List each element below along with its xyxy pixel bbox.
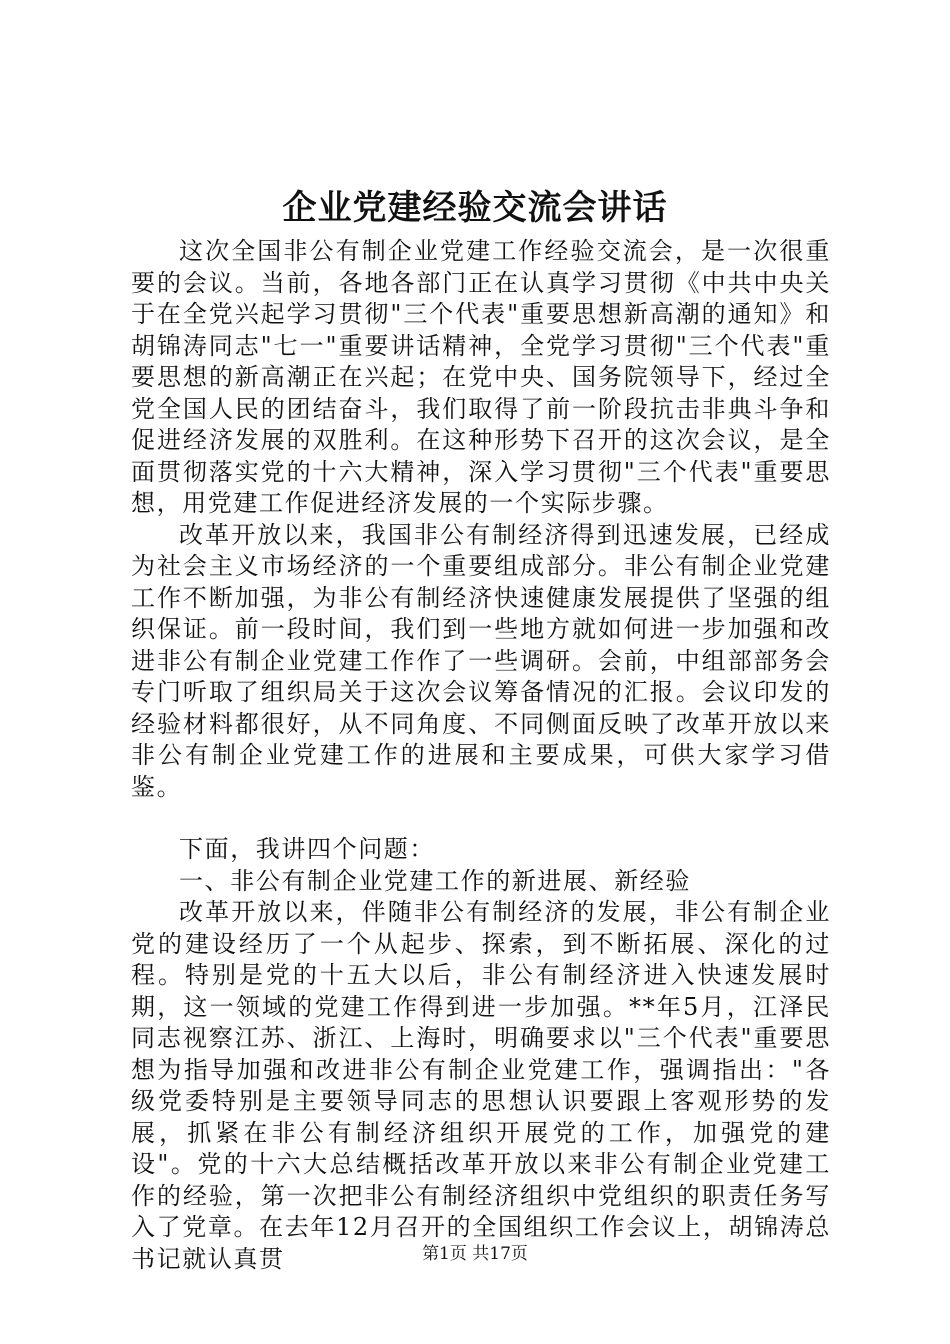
document-title: 企业党建经验交流会讲话 — [282, 188, 668, 228]
paragraph-intro: 这次全国非公有制企业党建工作经验交流会，是一次很重要的会议。当前，各地各部门正在认真学习贯彻《中共中央关于在全党兴起学习贯彻"三个代表"重要思想新高潮的通知》和胡锦涛同志"七一"重要讲话精神，全党学习贯彻"三个代表"重要思想的新高潮正在兴起；在党中央、国务院领导下，经过全党全国人民的团结奋斗，我们取得了前一阶段抗击非典斗争和促进经济发展的双胜利。在这种形势下召开的这次会议，是全面贯彻落实党的十六大精神，深入学习贯彻"三个代表"重要思想，用党建工作促进经济发展的一个实际步骤。 — [131, 237, 831, 517]
paragraph-section-1: 改革开放以来，伴随非公有制经济的发展，非公有制企业党的建设经历了一个从起步、探索，到不断拓展、深化的过程。特别是党的十五大以后，非公有制经济进入快速发展时期，这一领域的党建工作得到进一步加强。**年5月，江泽民同志视察江苏、浙江、上海时，明确要求以"三个代表"重要思想为指导加强和改进非公有制企业党建工作，强调指出："各级党委特别是主要领导同志的思想认识要跟上客观形势的发展，抓紧在非公有制经济组织开展党的工作，加强党的建设"。党的十六大总结概括改革开放以来非公有制企业党建工作的经验，第一次把非公有制经济组织中党组织的职责任务写入了党章。在去年12月召开的全国组织工作会议上，胡锦涛总书记就认真贯 — [131, 898, 831, 1273]
paragraph-background: 改革开放以来，我国非公有制经济得到迅速发展，已经成为社会主义市场经济的一个重要组成部分。非公有制企业党建工作不断加强，为非公有制经济快速健康发展提供了坚强的组织保证。前一段时间，我们到一些地方就如何进一步加强和改进非公有制企业党建工作作了一些调研。会前，中组部部务会专门听取了组织局关于这次会议筹备情况的汇报。会议印发的经验材料都很好，从不同角度、不同侧面反映了改革开放以来非公有制企业党建工作的进展和主要成果，可供大家学习借鉴。 — [131, 520, 831, 801]
paragraph-outline: 下面，我讲四个问题： — [179, 835, 435, 863]
section-heading-1: 一、非公有制企业党建工作的新进展、新经验 — [179, 866, 691, 895]
document-body — [131, 236, 831, 1275]
page-number-footer: 第1页 共17页 — [422, 1244, 528, 1264]
